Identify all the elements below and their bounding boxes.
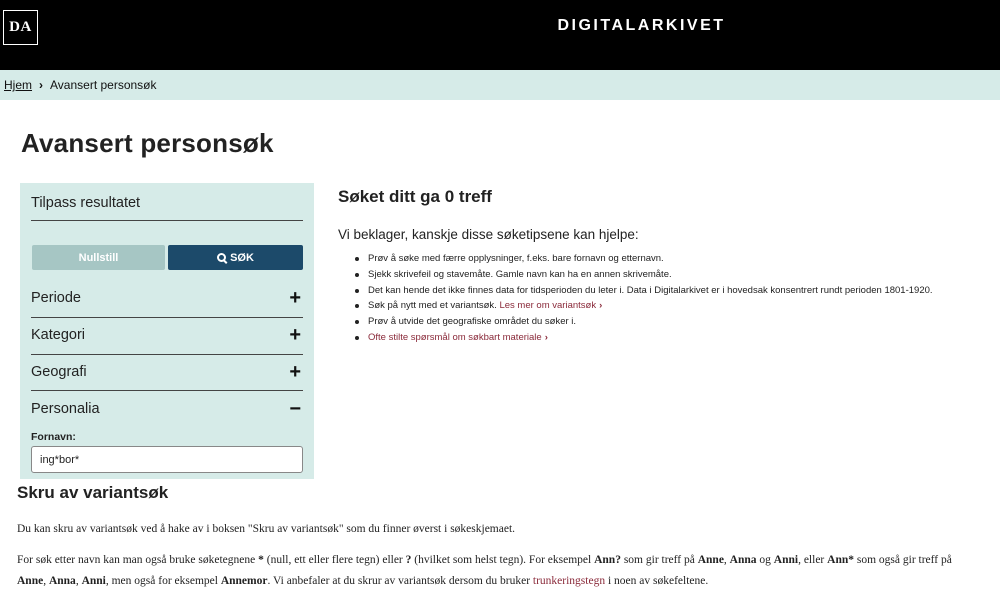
variant-paragraph-2: For søk etter navn kan man også bruke søketegnene * (null, ett eller flere tegn) eller ? (hvilket som helst tegn). For eksempel Ann? som gir treff på Anne, Anna og Anni, eller Ann* som også gir treff på Anne, Anna, Anni, men også for eksempel Annemor. Vi anbefaler at du skrur av variantsøk dersom du bruker trunkeringstegn i noen av søkefeltene. bbox=[17, 554, 952, 587]
plus-icon[interactable]: + bbox=[289, 361, 301, 383]
chevron-right-icon: › bbox=[544, 331, 548, 343]
breadcrumb bbox=[4, 78, 157, 92]
search-button[interactable] bbox=[168, 245, 303, 270]
accordion-label: Kategori bbox=[31, 327, 86, 343]
divider bbox=[31, 220, 303, 221]
accordion-periode[interactable] bbox=[31, 281, 303, 317]
accordion-label: Personalia bbox=[31, 401, 100, 417]
accordion-personalia[interactable] bbox=[31, 392, 303, 428]
top-header bbox=[0, 0, 1000, 70]
variant-info-link[interactable]: Les mer om variantsøk bbox=[499, 300, 597, 312]
logo[interactable]: DA bbox=[3, 10, 38, 45]
results-heading: Søket ditt ga 0 treff bbox=[338, 187, 492, 206]
filter-panel-title: Tilpass resultatet bbox=[31, 195, 141, 211]
list-item: Det kan hende det ikke finnes data for tidsperioden du leter i. Data i Digitalarkivet er i hovedsak konsentrert rundt perioden 1801-1920. bbox=[354, 283, 994, 299]
divider bbox=[31, 390, 303, 391]
list-item: Prøv å søke med færre opplysninger, f.eks. bare fornavn og etternavn. bbox=[354, 251, 994, 267]
variant-paragraph-1: Du kan skru av variantsøk ved å hake av i boksen "Skru av variantsøk" som du finner øverst i søkeskjemaet. bbox=[17, 523, 516, 535]
accordion-label: Geografi bbox=[31, 364, 87, 380]
search-icon bbox=[217, 253, 227, 263]
list-item: Sjekk skrivefeil og stavemåte. Gamle navn kan ha en annen skrivemåte. bbox=[354, 267, 994, 283]
chevron-right-icon: › bbox=[599, 300, 603, 312]
accordion-label: Periode bbox=[31, 290, 81, 306]
minus-icon[interactable]: − bbox=[289, 398, 301, 420]
accordion-geografi[interactable] bbox=[31, 355, 303, 391]
faq-link[interactable]: Ofte stilte spørsmål om søkbart materiale bbox=[368, 331, 542, 343]
breadcrumb-home-link[interactable]: Hjem bbox=[4, 78, 33, 92]
search-button-label: SØK bbox=[230, 251, 254, 264]
chevron-right-icon: › bbox=[39, 78, 44, 92]
truncation-link[interactable]: trunkeringstegn bbox=[532, 575, 606, 587]
list-item bbox=[354, 330, 994, 346]
page-title: Avansert personsøk bbox=[21, 128, 274, 158]
results-subheading: Vi beklager, kanskje disse søketipsene kan hjelpe: bbox=[338, 227, 639, 242]
list-item: Søk på nytt med et variantsøk. Les mer om variantsøk › bbox=[354, 298, 994, 314]
plus-icon[interactable]: + bbox=[289, 287, 301, 309]
brand-name: DIGITALARKIVET bbox=[557, 17, 726, 34]
breadcrumb-current: Avansert personsøk bbox=[50, 78, 157, 92]
fornavn-label: Fornavn: bbox=[31, 431, 76, 443]
breadcrumb-bar bbox=[0, 70, 1000, 100]
search-tips-list bbox=[354, 251, 994, 346]
plus-icon[interactable]: + bbox=[289, 324, 301, 346]
reset-button[interactable]: Nullstill bbox=[32, 245, 165, 270]
accordion-kategori[interactable] bbox=[31, 318, 303, 354]
section-title: Skru av variantsøk bbox=[17, 483, 169, 502]
filter-panel bbox=[20, 183, 314, 479]
list-item: Prøv å utvide det geografiske området du søker i. bbox=[354, 314, 994, 330]
fornavn-input[interactable] bbox=[31, 446, 303, 473]
